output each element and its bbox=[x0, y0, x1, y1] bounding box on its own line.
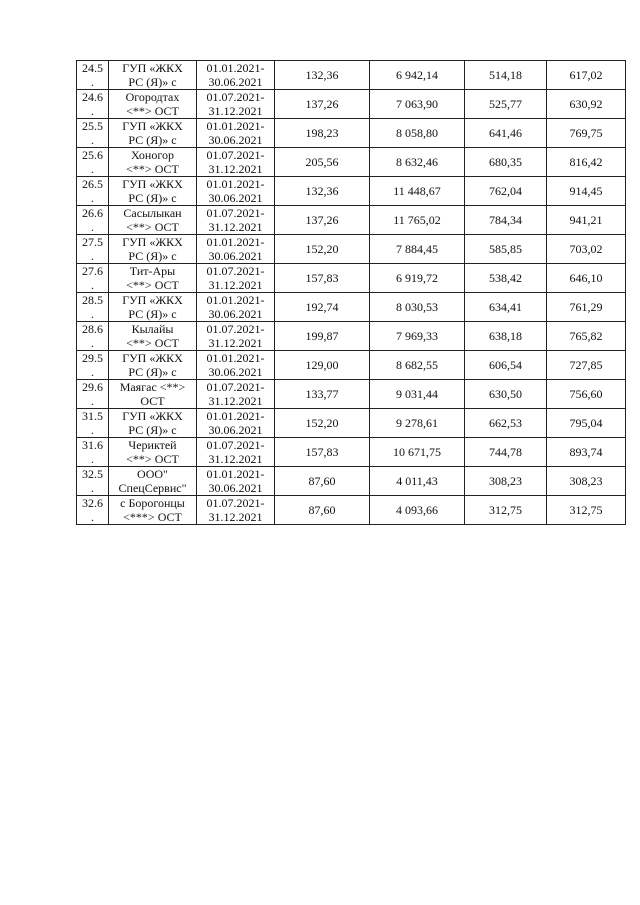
value-cell-2: 7 063,90 bbox=[370, 90, 465, 119]
organization-line: ОСТ bbox=[140, 394, 165, 408]
value-cell-1: 205,56 bbox=[275, 148, 370, 177]
value-cell-3: 744,78 bbox=[465, 438, 547, 467]
value-cell-1: 129,00 bbox=[275, 351, 370, 380]
organization-line: РС (Я)» с bbox=[128, 249, 177, 263]
organization-cell bbox=[109, 467, 197, 496]
row-number-cell: 25.6 . bbox=[77, 148, 109, 177]
value-cell-2: 6 942,14 bbox=[370, 61, 465, 90]
value-cell-4: 727,85 bbox=[547, 351, 626, 380]
table-row bbox=[77, 119, 626, 148]
value-cell-1: 152,20 bbox=[275, 235, 370, 264]
value-cell-3: 662,53 bbox=[465, 409, 547, 438]
value-cell-2: 7 884,45 bbox=[370, 235, 465, 264]
value-cell-4: 312,75 bbox=[547, 496, 626, 525]
value-cell-4: 816,42 bbox=[547, 148, 626, 177]
organization-line: СпецСервис" bbox=[118, 481, 187, 495]
value-cell-1: 87,60 bbox=[275, 496, 370, 525]
period-cell: 01.07.2021- 31.12.2021 bbox=[197, 380, 275, 409]
value-cell-2: 7 969,33 bbox=[370, 322, 465, 351]
value-cell-1: 87,60 bbox=[275, 467, 370, 496]
value-cell-3: 308,23 bbox=[465, 467, 547, 496]
value-cell-1: 157,83 bbox=[275, 438, 370, 467]
value-cell-1: 198,23 bbox=[275, 119, 370, 148]
value-cell-1: 132,36 bbox=[275, 177, 370, 206]
value-cell-4: 703,02 bbox=[547, 235, 626, 264]
value-cell-3: 641,46 bbox=[465, 119, 547, 148]
tariff-table-body bbox=[77, 61, 626, 525]
organization-line: <***> ОСТ bbox=[123, 510, 182, 524]
organization-line: ГУП «ЖКХ bbox=[122, 409, 183, 423]
period-cell: 01.07.2021- 31.12.2021 bbox=[197, 438, 275, 467]
organization-cell bbox=[109, 351, 197, 380]
organization-cell bbox=[109, 264, 197, 293]
value-cell-2: 8 632,46 bbox=[370, 148, 465, 177]
period-cell: 01.01.2021- 30.06.2021 bbox=[197, 177, 275, 206]
organization-cell bbox=[109, 235, 197, 264]
value-cell-4: 914,45 bbox=[547, 177, 626, 206]
value-cell-4: 765,82 bbox=[547, 322, 626, 351]
period-cell: 01.01.2021- 30.06.2021 bbox=[197, 293, 275, 322]
value-cell-2: 11 448,67 bbox=[370, 177, 465, 206]
value-cell-4: 941,21 bbox=[547, 206, 626, 235]
tariff-table bbox=[76, 60, 626, 525]
organization-cell bbox=[109, 293, 197, 322]
organization-cell bbox=[109, 496, 197, 525]
organization-line: РС (Я)» с bbox=[128, 191, 177, 205]
organization-line: ГУП «ЖКХ bbox=[122, 351, 183, 365]
organization-cell bbox=[109, 90, 197, 119]
organization-line: Сасылыкан bbox=[123, 206, 182, 220]
row-number-cell: 26.5 . bbox=[77, 177, 109, 206]
table-row bbox=[77, 467, 626, 496]
value-cell-1: 152,20 bbox=[275, 409, 370, 438]
value-cell-3: 638,18 bbox=[465, 322, 547, 351]
value-cell-1: 137,26 bbox=[275, 90, 370, 119]
row-number-cell: 24.6 . bbox=[77, 90, 109, 119]
row-number-cell: 28.5 . bbox=[77, 293, 109, 322]
period-cell: 01.01.2021- 30.06.2021 bbox=[197, 61, 275, 90]
period-cell: 01.01.2021- 30.06.2021 bbox=[197, 351, 275, 380]
value-cell-2: 9 278,61 bbox=[370, 409, 465, 438]
table-row bbox=[77, 177, 626, 206]
organization-line: ГУП «ЖКХ bbox=[122, 235, 183, 249]
value-cell-3: 525,77 bbox=[465, 90, 547, 119]
organization-line: ГУП «ЖКХ bbox=[122, 177, 183, 191]
organization-line: <**> ОСТ bbox=[126, 336, 179, 350]
organization-line: Чериктей bbox=[128, 438, 177, 452]
value-cell-3: 312,75 bbox=[465, 496, 547, 525]
organization-line: РС (Я)» с bbox=[128, 307, 177, 321]
table-row bbox=[77, 438, 626, 467]
period-cell: 01.07.2021- 31.12.2021 bbox=[197, 206, 275, 235]
organization-line: РС (Я)» с bbox=[128, 75, 177, 89]
organization-line: Огородтах bbox=[125, 90, 180, 104]
organization-line: Тит-Ары bbox=[129, 264, 176, 278]
value-cell-2: 10 671,75 bbox=[370, 438, 465, 467]
organization-line: <**> ОСТ bbox=[126, 452, 179, 466]
table-row bbox=[77, 496, 626, 525]
organization-line: Кылайы bbox=[131, 322, 174, 336]
period-cell: 01.07.2021- 31.12.2021 bbox=[197, 496, 275, 525]
value-cell-2: 4 011,43 bbox=[370, 467, 465, 496]
value-cell-4: 630,92 bbox=[547, 90, 626, 119]
period-cell: 01.07.2021- 31.12.2021 bbox=[197, 264, 275, 293]
organization-line: с Борогонцы bbox=[120, 496, 185, 510]
row-number-cell: 31.5 . bbox=[77, 409, 109, 438]
value-cell-4: 756,60 bbox=[547, 380, 626, 409]
organization-line: РС (Я)» с bbox=[128, 365, 177, 379]
organization-cell bbox=[109, 409, 197, 438]
value-cell-1: 199,87 bbox=[275, 322, 370, 351]
value-cell-3: 634,41 bbox=[465, 293, 547, 322]
table-row bbox=[77, 206, 626, 235]
value-cell-3: 630,50 bbox=[465, 380, 547, 409]
organization-cell bbox=[109, 206, 197, 235]
value-cell-1: 192,74 bbox=[275, 293, 370, 322]
value-cell-2: 6 919,72 bbox=[370, 264, 465, 293]
value-cell-1: 133,77 bbox=[275, 380, 370, 409]
period-cell: 01.07.2021- 31.12.2021 bbox=[197, 322, 275, 351]
organization-cell bbox=[109, 438, 197, 467]
organization-line: РС (Я)» с bbox=[128, 133, 177, 147]
period-cell: 01.07.2021- 31.12.2021 bbox=[197, 148, 275, 177]
row-number-cell: 29.5 . bbox=[77, 351, 109, 380]
table-row bbox=[77, 322, 626, 351]
value-cell-4: 761,29 bbox=[547, 293, 626, 322]
value-cell-4: 795,04 bbox=[547, 409, 626, 438]
organization-cell bbox=[109, 380, 197, 409]
value-cell-2: 4 093,66 bbox=[370, 496, 465, 525]
value-cell-4: 308,23 bbox=[547, 467, 626, 496]
table-row bbox=[77, 90, 626, 119]
value-cell-1: 137,26 bbox=[275, 206, 370, 235]
row-number-cell: 24.5 . bbox=[77, 61, 109, 90]
value-cell-2: 11 765,02 bbox=[370, 206, 465, 235]
row-number-cell: 28.6 . bbox=[77, 322, 109, 351]
table-row bbox=[77, 148, 626, 177]
value-cell-3: 680,35 bbox=[465, 148, 547, 177]
value-cell-3: 762,04 bbox=[465, 177, 547, 206]
organization-line: <**> ОСТ bbox=[126, 104, 179, 118]
organization-line: Маягас <**> bbox=[119, 380, 186, 394]
value-cell-3: 784,34 bbox=[465, 206, 547, 235]
row-number-cell: 32.5 . bbox=[77, 467, 109, 496]
value-cell-4: 893,74 bbox=[547, 438, 626, 467]
value-cell-3: 514,18 bbox=[465, 61, 547, 90]
value-cell-2: 9 031,44 bbox=[370, 380, 465, 409]
organization-cell bbox=[109, 177, 197, 206]
organization-line: <**> ОСТ bbox=[126, 278, 179, 292]
value-cell-1: 157,83 bbox=[275, 264, 370, 293]
organization-cell bbox=[109, 148, 197, 177]
table-row bbox=[77, 409, 626, 438]
value-cell-4: 769,75 bbox=[547, 119, 626, 148]
table-row bbox=[77, 380, 626, 409]
value-cell-2: 8 030,53 bbox=[370, 293, 465, 322]
row-number-cell: 29.6 . bbox=[77, 380, 109, 409]
organization-line: ГУП «ЖКХ bbox=[122, 119, 183, 133]
period-cell: 01.01.2021- 30.06.2021 bbox=[197, 467, 275, 496]
value-cell-3: 606,54 bbox=[465, 351, 547, 380]
organization-line: Хоногор bbox=[131, 148, 174, 162]
row-number-cell: 27.5 . bbox=[77, 235, 109, 264]
organization-line: ГУП «ЖКХ bbox=[122, 293, 183, 307]
value-cell-4: 646,10 bbox=[547, 264, 626, 293]
table-row bbox=[77, 351, 626, 380]
organization-cell bbox=[109, 61, 197, 90]
organization-line: <**> ОСТ bbox=[126, 220, 179, 234]
row-number-cell: 27.6 . bbox=[77, 264, 109, 293]
row-number-cell: 31.6 . bbox=[77, 438, 109, 467]
value-cell-1: 132,36 bbox=[275, 61, 370, 90]
row-number-cell: 26.6 . bbox=[77, 206, 109, 235]
table-row bbox=[77, 61, 626, 90]
organization-line: РС (Я)» с bbox=[128, 423, 177, 437]
period-cell: 01.01.2021- 30.06.2021 bbox=[197, 119, 275, 148]
organization-cell bbox=[109, 322, 197, 351]
row-number-cell: 25.5 . bbox=[77, 119, 109, 148]
period-cell: 01.07.2021- 31.12.2021 bbox=[197, 90, 275, 119]
value-cell-2: 8 682,55 bbox=[370, 351, 465, 380]
table-row bbox=[77, 293, 626, 322]
row-number-cell: 32.6 . bbox=[77, 496, 109, 525]
period-cell: 01.01.2021- 30.06.2021 bbox=[197, 235, 275, 264]
organization-line: <**> ОСТ bbox=[126, 162, 179, 176]
value-cell-4: 617,02 bbox=[547, 61, 626, 90]
period-cell: 01.01.2021- 30.06.2021 bbox=[197, 409, 275, 438]
organization-cell bbox=[109, 119, 197, 148]
table-row bbox=[77, 235, 626, 264]
organization-line: ГУП «ЖКХ bbox=[122, 61, 183, 75]
table-row bbox=[77, 264, 626, 293]
value-cell-3: 585,85 bbox=[465, 235, 547, 264]
value-cell-2: 8 058,80 bbox=[370, 119, 465, 148]
value-cell-3: 538,42 bbox=[465, 264, 547, 293]
organization-line: ООО" bbox=[137, 467, 168, 481]
